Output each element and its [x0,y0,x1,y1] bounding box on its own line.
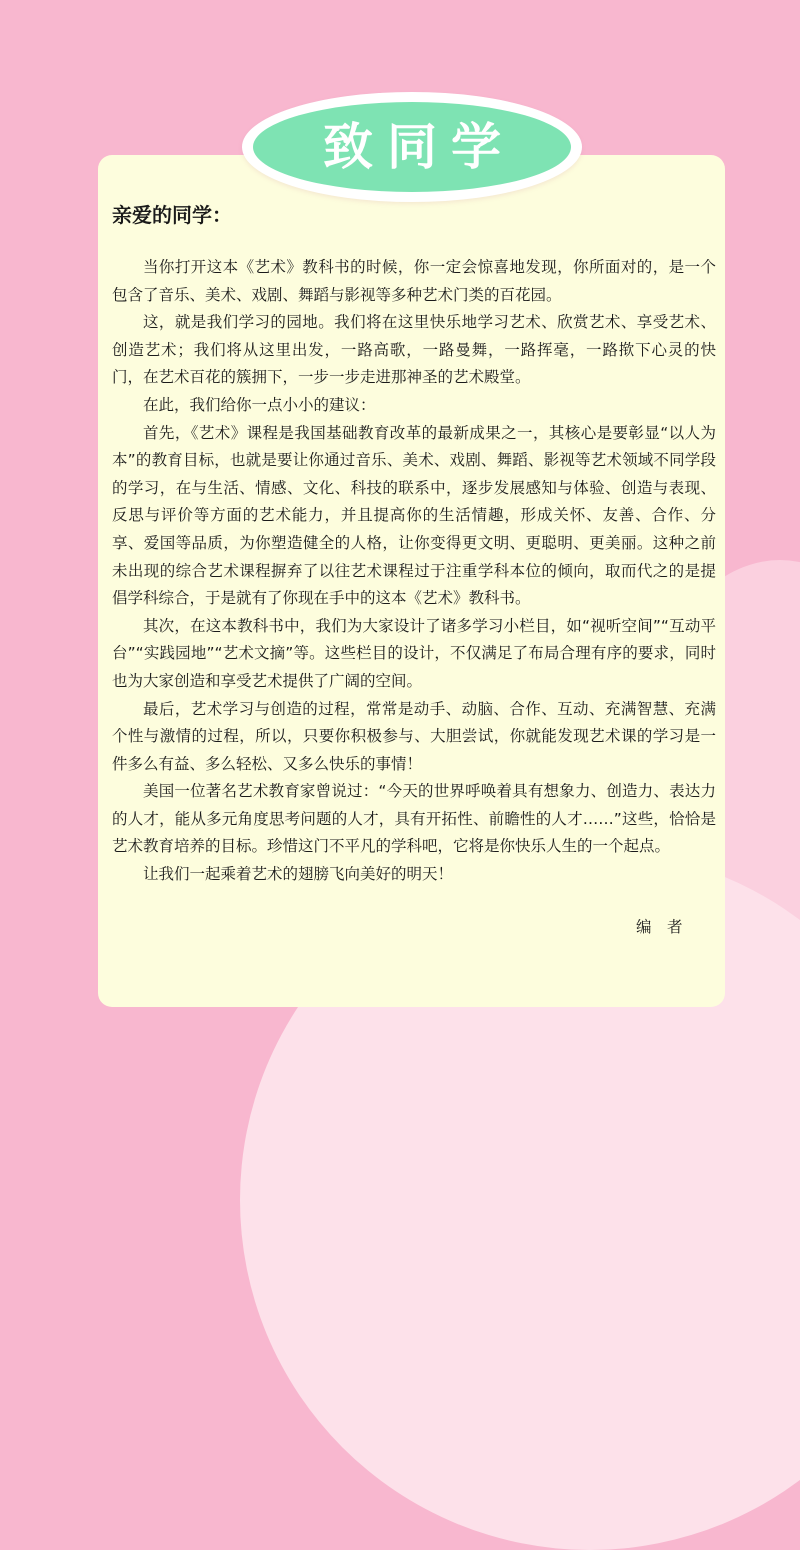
salutation: 亲爱的同学： [112,203,232,227]
paragraph-quote: 美国一位著名艺术教育家曾说过：“今天的世界呼唤着具有想象力、创造力、表达力的人才，能从多元角度思考问题的人才，具有开拓性、前瞻性的人才……”这些，恰恰是艺术教育培养的目标。珍惜这门不平凡的学科吧，它将是你快乐人生的一个起点。 [112,782,716,856]
letter-content [112,200,716,889]
signature: 编 者 [636,918,683,936]
paragraph-advice-intro: 在此，我们给你一点小小的建议： [143,395,376,414]
paragraph-intro: 当你打开这本《艺术》教科书的时候，你一定会惊喜地发现，你所面对的，是一个包含了音乐、美术、戏剧、舞蹈与影视等多种艺术门类的百花园。 [112,258,716,304]
paragraph-garden: 这，就是我们学习的园地。我们将在这里快乐地学习艺术、欣赏艺术、享受艺术、创造艺术；我们将从这里出发，一路高歌，一路曼舞，一路挥毫，一路揿下心灵的快门，在艺术百花的簇拥下，一步一步走进那神圣的艺术殿堂。 [112,313,716,387]
paragraph-first: 首先，《艺术》课程是我国基础教育改革的最新成果之一，其核心是要彰显“以人为本”的教育目标，也就是要让你通过音乐、美术、戏剧、舞蹈、影视等艺术领域不同学段的学习，在与生活、情感、文化、科技的联系中，逐步发展感知与体验、创造与表现、反思与评价等方面的艺术能力，并且提高你的生活情趣，形成关怀、友善、合作、分享、爱国等品质，为你塑造健全的人格，让你变得更文明、更聪明、更美丽。这种之前未出现的综合艺术课程摒弃了以往艺术课程过于注重学科本位的倾向，取而代之的是提倡学科综合，于是就有了你现在手中的这本《艺术》教科书。 [112,423,716,608]
paragraph-second: 其次，在这本教科书中，我们为大家设计了诸多学习小栏目，如“视听空间”“互动平台”“实践园地”“艺术文摘”等。这些栏目的设计，不仅满足了布局合理有序的要求，同时也为大家创造和享受艺术提供了广阔的空间。 [112,616,716,690]
paragraph-closing: 让我们一起乘着艺术的翅膀飞向美好的明天！ [143,865,454,884]
title-badge [253,102,571,192]
paragraph-finally: 最后，艺术学习与创造的过程，常常是动手、动脑、合作、互动、充满智慧、充满个性与激情的过程，所以，只要你积极参与、大胆尝试，你就能发现艺术课的学习是一件多么有益、多么轻松、又多么快乐的事情！ [112,699,716,773]
page-title: 致同学 [323,117,515,176]
